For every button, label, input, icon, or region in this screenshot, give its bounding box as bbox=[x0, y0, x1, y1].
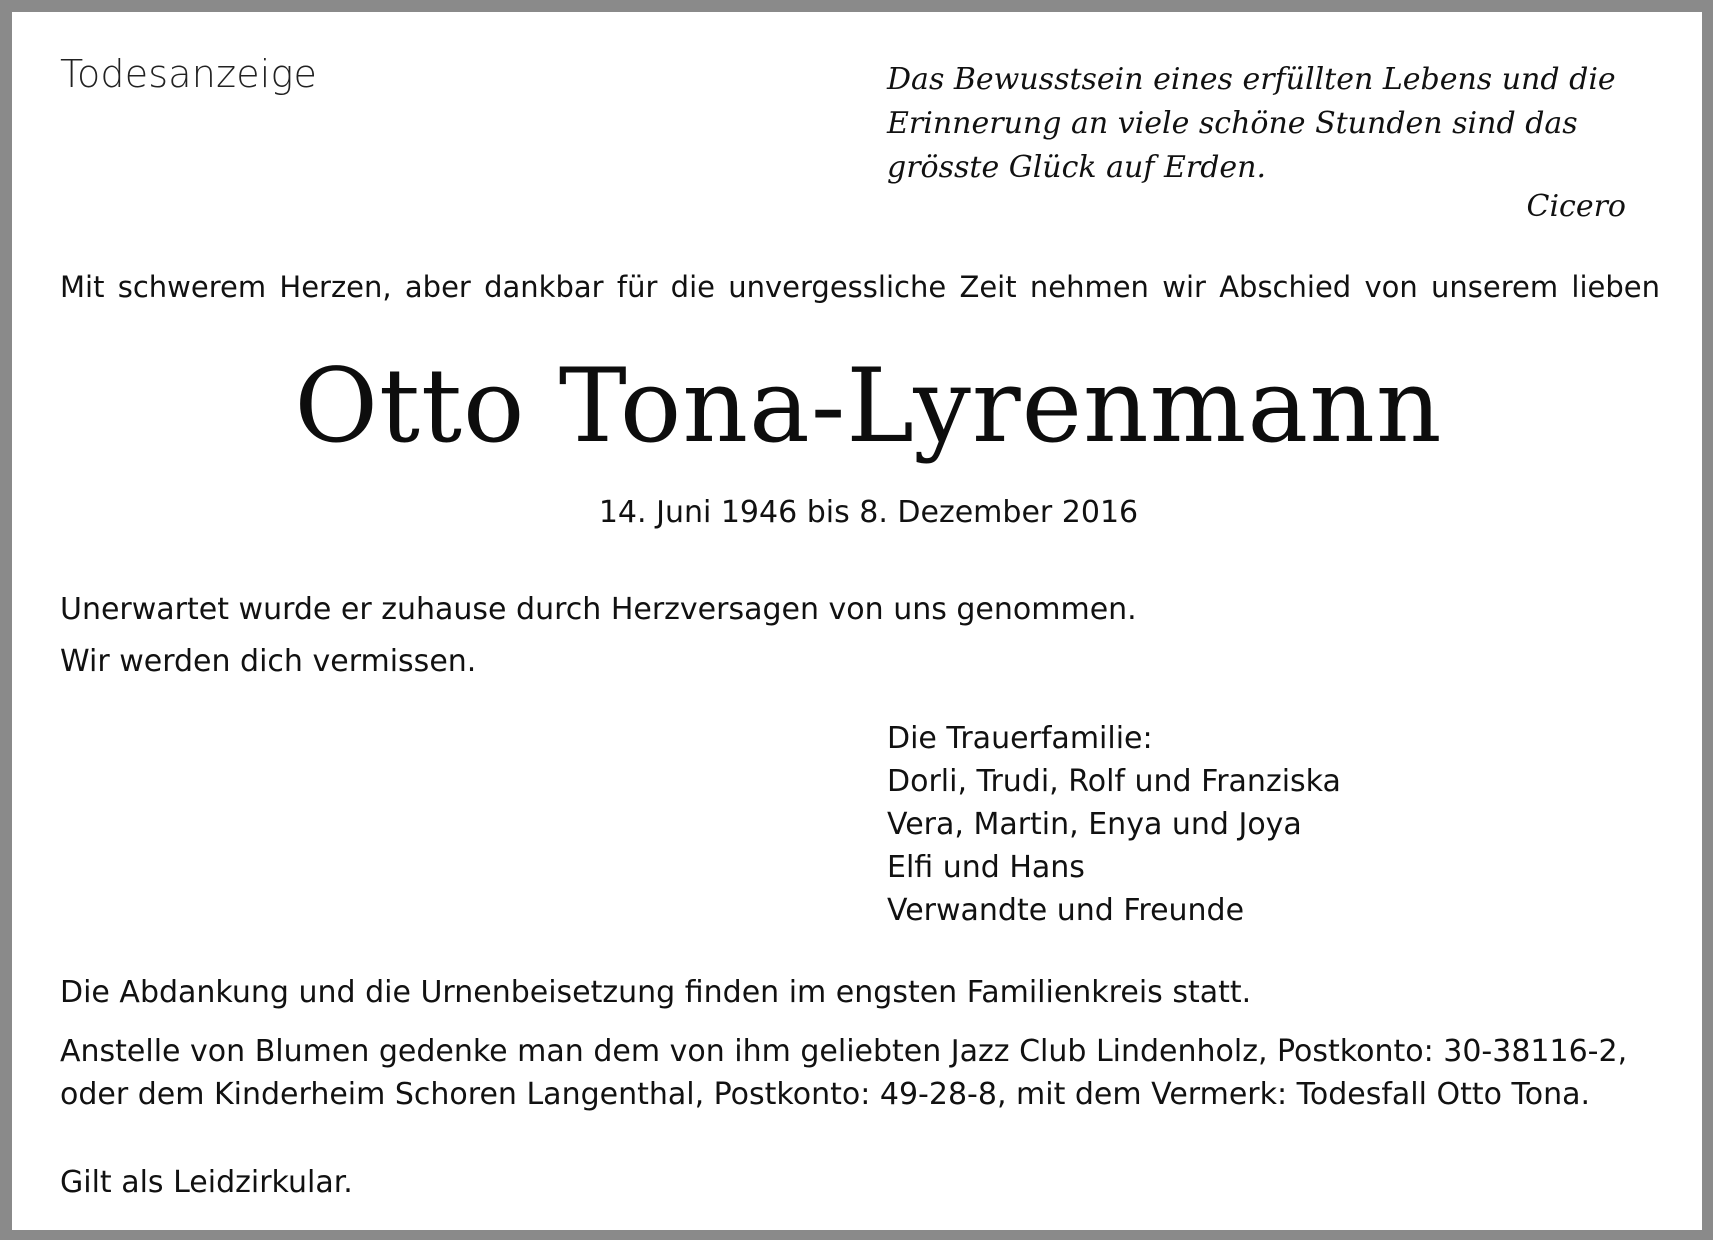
family-member-line: Dorli, Trudi, Rolf und Franziska bbox=[887, 764, 1341, 799]
ceremony-text: Die Abdankung und die Urnenbeisetzung finden im engsten Familienkreis statt. bbox=[60, 975, 1252, 1010]
mourning-family bbox=[887, 717, 1341, 932]
notice-type-label: Todesanzeige bbox=[60, 52, 318, 96]
family-member-line: Elfi und Hans bbox=[887, 850, 1085, 885]
closing-text: Gilt als Leidzirkular. bbox=[60, 1165, 353, 1200]
epigraph-quote: Das Bewusstsein eines erfüllten Lebens und die Erinnerung an viele schöne Stunden sind das grösste Glück auf Erden. bbox=[887, 62, 1616, 185]
intro-sentence: Mit schwerem Herzen, aber dankbar für die unvergessliche Zeit nehmen wir Abschied von unserem lieben bbox=[60, 270, 1660, 304]
obituary-notice bbox=[12, 12, 1702, 1230]
life-dates: 14. Juni 1946 bis 8. Dezember 2016 bbox=[598, 495, 1139, 530]
family-member-line: Verwandte und Freunde bbox=[887, 893, 1245, 928]
family-heading: Die Trauerfamilie: bbox=[887, 721, 1153, 756]
family-member-line: Vera, Martin, Enya und Joya bbox=[887, 807, 1302, 842]
deceased-name: Otto Tona-Lyrenmann bbox=[294, 347, 1443, 466]
donation-text: Anstelle von Blumen gedenke man dem von ihm geliebten Jazz Club Lindenholz, Postkonto: 30-38116-2, oder dem Kinderheim Schoren Langenthal, Postkonto: 49-28-8, mit dem Vermerk: Todesfall Otto Tona. bbox=[60, 1034, 1628, 1112]
farewell-text: Wir werden dich vermissen. bbox=[60, 644, 477, 679]
circumstance-text: Unerwartet wurde er zuhause durch Herzversagen von uns genommen. bbox=[60, 592, 1137, 627]
epigraph-author: Cicero bbox=[1526, 189, 1626, 224]
